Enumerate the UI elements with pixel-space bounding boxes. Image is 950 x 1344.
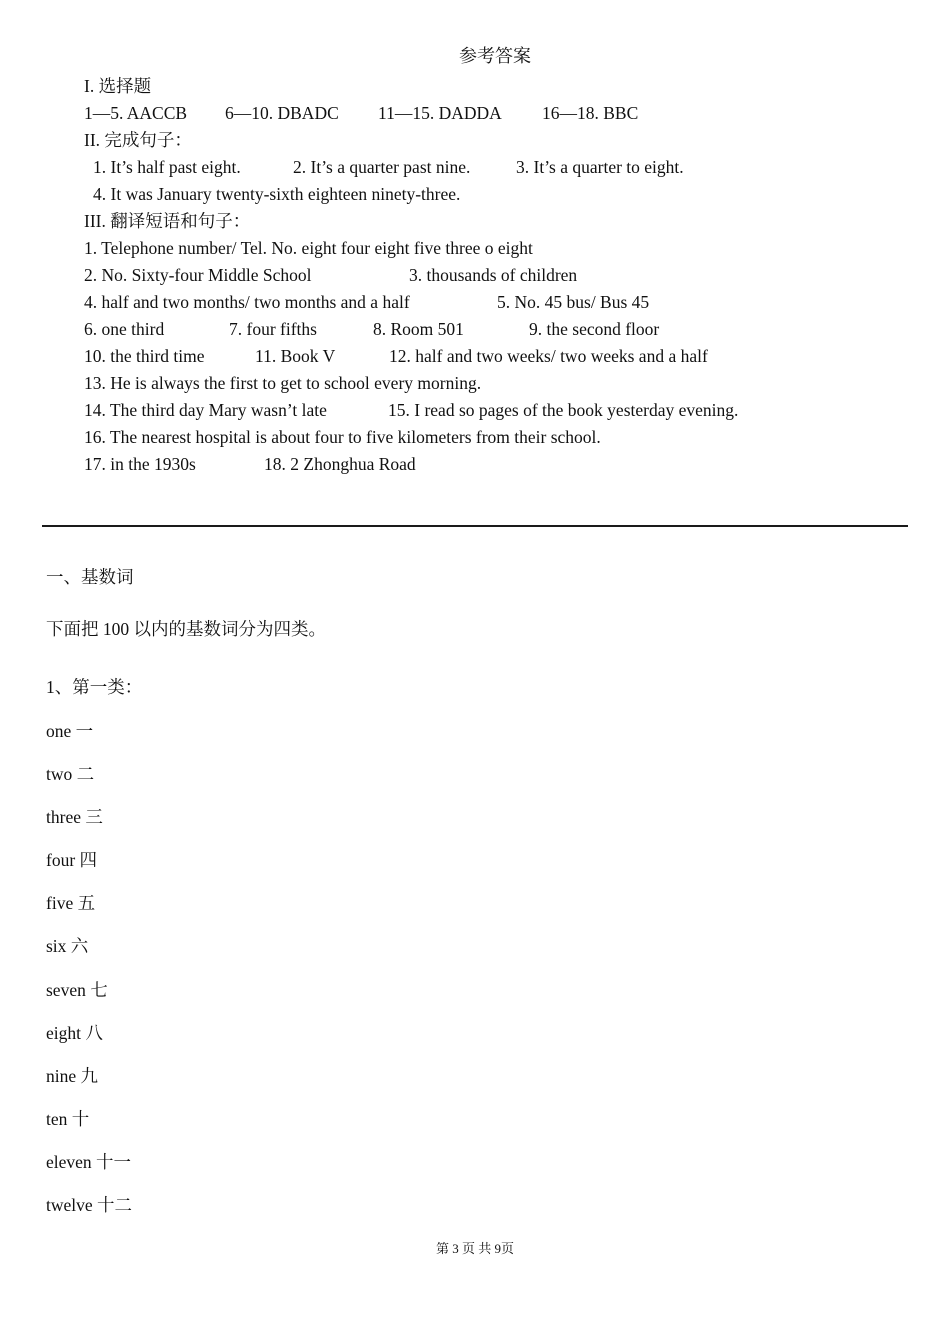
cardinal-word: nine 九 xyxy=(46,1066,99,1086)
translation-answer-9: 9. the second floor xyxy=(529,319,660,339)
translation-answer-17: 17. in the 1930s xyxy=(84,454,196,474)
sentence-answer-3: 3. It’s a quarter to eight. xyxy=(516,157,684,177)
category-1-label: 1、第一类： xyxy=(46,677,143,697)
cardinal-word: one 一 xyxy=(46,721,94,741)
translation-answer-2: 2. No. Sixty-four Middle School xyxy=(84,265,312,285)
cardinal-word: seven 七 xyxy=(46,980,108,1000)
lesson-heading: 一、基数词 xyxy=(46,567,134,587)
translation-answer-12: 12. half and two weeks/ two weeks and a half xyxy=(389,346,708,366)
sentence-answer-4: 4. It was January twenty-sixth eighteen ninety-three. xyxy=(93,184,461,204)
translation-answer-3: 3. thousands of children xyxy=(409,265,578,285)
mc-answers-16-18: 16—18. BBC xyxy=(542,103,639,123)
translation-answer-15: 15. I read so pages of the book yesterday evening. xyxy=(388,400,739,420)
translation-answer-5: 5. No. 45 bus/ Bus 45 xyxy=(497,292,650,312)
translation-answer-11: 11. Book V xyxy=(255,346,336,366)
translation-answer-6: 6. one third xyxy=(84,319,165,339)
lesson-intro: 下面把 100 以内的基数词分为四类。 xyxy=(46,619,326,639)
cardinal-word: four 四 xyxy=(46,850,98,870)
cardinal-word: two 二 xyxy=(46,764,95,784)
section1-heading: I. 选择题 xyxy=(84,76,152,96)
section3-heading: III. 翻译短语和句子： xyxy=(84,211,251,231)
translation-answer-8: 8. Room 501 xyxy=(373,319,464,339)
cardinal-word: twelve 十二 xyxy=(46,1195,133,1215)
cardinal-word: eight 八 xyxy=(46,1023,103,1043)
page-number: 第 3 页 共 9页 xyxy=(435,1241,514,1256)
translation-answer-1: 1. Telephone number/ Tel. No. eight four eight five three o eight xyxy=(84,238,533,258)
sentence-answer-2: 2. It’s a quarter past nine. xyxy=(293,157,471,177)
translation-answer-7: 7. four fifths xyxy=(229,319,317,339)
answer-key-title: 参考答案 xyxy=(459,46,531,66)
translation-answer-14: 14. The third day Mary wasn’t late xyxy=(84,400,327,420)
translation-answer-4: 4. half and two months/ two months and a half xyxy=(84,292,410,312)
translation-answer-13: 13. He is always the first to get to school every morning. xyxy=(84,373,482,393)
section2-heading: II. 完成句子： xyxy=(84,130,192,150)
cardinal-word: eleven 十一 xyxy=(46,1152,132,1172)
cardinal-word: five 五 xyxy=(46,893,96,913)
cardinal-word: ten 十 xyxy=(46,1109,90,1129)
translation-answer-10: 10. the third time xyxy=(84,346,205,366)
translation-answer-16: 16. The nearest hospital is about four to five kilometers from their school. xyxy=(84,427,601,447)
mc-answers-6-10: 6—10. DBADC xyxy=(225,103,339,123)
cardinal-word: six 六 xyxy=(46,936,89,956)
cardinal-word: three 三 xyxy=(46,807,103,827)
sentence-answer-1: 1. It’s half past eight. xyxy=(93,157,241,177)
section-divider xyxy=(42,525,908,527)
mc-answers-1-5: 1—5. AACCB xyxy=(84,103,188,123)
translation-answer-18: 18. 2 Zhonghua Road xyxy=(264,454,416,474)
mc-answers-11-15: 11—15. DADDA xyxy=(378,103,502,123)
